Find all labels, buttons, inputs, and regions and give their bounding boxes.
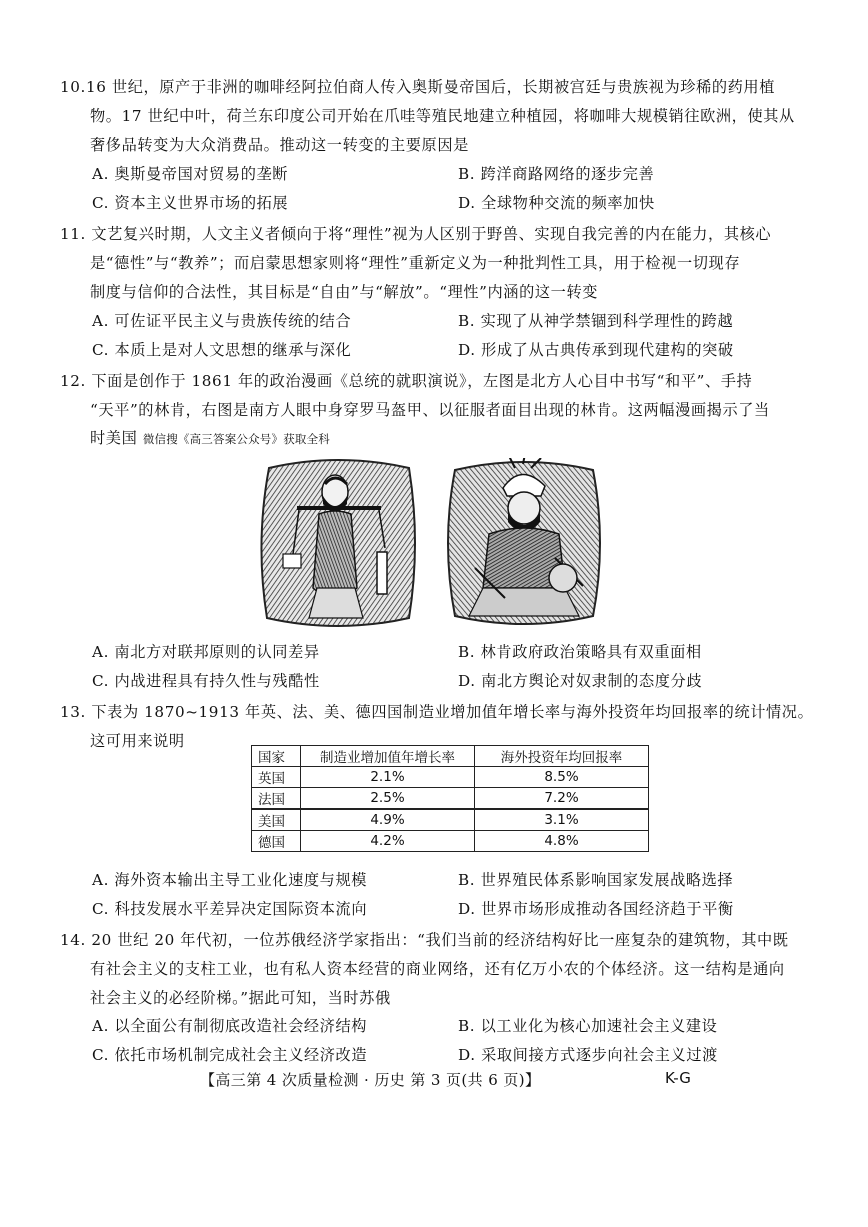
q13-stem-line-2: 这可用来说明 — [90, 732, 185, 750]
q14-stem-line-1: 14. 20 世纪 20 年代初，一位苏俄经济学家指出：“我们当前的经济结构好比一座复杂的建筑物，其中既 — [60, 931, 789, 949]
q12-option-a: A. 南北方对联邦原则的认同差异 — [92, 643, 320, 661]
table-cell-country: 美国 — [252, 809, 301, 831]
table-row — [252, 767, 649, 788]
paper-code: K-G — [665, 1069, 691, 1087]
table-header-country: 国家 — [252, 746, 301, 767]
q10-option-a: A. 奥斯曼帝国对贸易的垄断 — [92, 165, 289, 183]
q12-stem-line-3-text: 时美国 — [90, 429, 138, 447]
q14-stem-line-3: 社会主义的必经阶梯。”据此可知，当时苏俄 — [90, 989, 391, 1007]
q14-option-d: D. 采取间接方式逐步向社会主义过渡 — [458, 1046, 718, 1064]
table-cell-manufacturing: 4.9% — [301, 809, 475, 831]
q12-stem-line-2: “天平”的林肯，右图是南方人眼中身穿罗马盔甲、以征服者面目出现的林肯。这两幅漫画揭示了当 — [90, 401, 770, 419]
table-cell-manufacturing: 2.5% — [301, 788, 475, 810]
q11-option-d: D. 形成了从古典传承到现代建构的突破 — [458, 341, 734, 359]
page-footer: 【高三第 4 次质量检测 · 历史 第 3 页(共 6 页)】 — [200, 1071, 541, 1089]
cartoon-lincoln-armor — [445, 458, 603, 628]
table-cell-manufacturing: 4.2% — [301, 831, 475, 852]
q12-option-d: D. 南北方舆论对奴隶制的态度分歧 — [458, 672, 703, 690]
q10-option-c: C. 资本主义世界市场的拓展 — [92, 194, 289, 212]
q12-option-c: C. 内战进程具有持久性与残酷性 — [92, 672, 320, 690]
q13-option-d: D. 世界市场形成推动各国经济趋于平衡 — [458, 900, 734, 918]
q13-option-a: A. 海外资本输出主导工业化速度与规模 — [92, 871, 368, 889]
table-cell-investment: 3.1% — [475, 809, 649, 831]
table-row — [252, 809, 649, 831]
table-cell-investment: 4.8% — [475, 831, 649, 852]
q11-stem-line-3: 制度与信仰的合法性，其目标是“自由”与“解放”。“理性”内涵的这一转变 — [90, 283, 599, 301]
q14-option-c: C. 依托市场机制完成社会主义经济改造 — [92, 1046, 368, 1064]
q11-stem-line-2: 是“德性”与“教养”；而启蒙思想家则将“理性”重新定义为一种批判性工具，用于检视一切现存 — [90, 254, 741, 272]
table-cell-country: 法国 — [252, 788, 301, 810]
q13-stem-line-1: 13. 下表为 1870~1913 年英、法、美、德四国制造业增加值年增长率与海外投资年均回报率的统计情况。 — [60, 703, 814, 721]
table-cell-manufacturing: 2.1% — [301, 767, 475, 788]
q10-option-d: D. 全球物种交流的频率加快 — [458, 194, 655, 212]
cartoon-lincoln-peace — [259, 458, 417, 628]
q14-option-a: A. 以全面公有制彻底改造社会经济结构 — [92, 1017, 368, 1035]
table-cell-investment: 8.5% — [475, 767, 649, 788]
q10-stem-line-2: 物。17 世纪中叶，荷兰东印度公司开始在爪哇等殖民地建立种植园，将咖啡大规模销往欧洲，使其从 — [90, 107, 795, 125]
q12-option-b: B. 林肯政府政治策略具有双重面相 — [458, 643, 702, 661]
q14-stem-line-2: 有社会主义的支柱工业，也有私人资本经营的商业网络，还有亿万小农的个体经济。这一结构是通向 — [90, 960, 785, 978]
table-header-investment: 海外投资年均回报率 — [475, 746, 649, 767]
table-header-row — [252, 746, 649, 767]
q11-option-b: B. 实现了从神学禁锢到科学理性的跨越 — [458, 312, 734, 330]
table-cell-country: 德国 — [252, 831, 301, 852]
q10-stem-line-1: 10.16 世纪，原产于非洲的咖啡经阿拉伯商人传入奥斯曼帝国后，长期被宫廷与贵族视为珍稀的药用植 — [60, 78, 775, 96]
q11-stem-line-1: 11. 文艺复兴时期，人文主义者倾向于将“理性”视为人区别于野兽、实现自我完善的内在能力，其核心 — [60, 225, 772, 243]
q13-table — [251, 745, 649, 852]
q11-option-a: A. 可佐证平民主义与贵族传统的结合 — [92, 312, 352, 330]
watermark-text: 微信搜《高三答案公众号》获取全科 — [142, 432, 331, 446]
table-row — [252, 788, 649, 810]
table-header-manufacturing: 制造业增加值年增长率 — [301, 746, 475, 767]
q11-option-c: C. 本质上是对人文思想的继承与深化 — [92, 341, 352, 359]
q12-stem-line-3 — [90, 428, 330, 449]
table-row — [252, 831, 649, 852]
table-cell-country: 英国 — [252, 767, 301, 788]
q13-option-b: B. 世界殖民体系影响国家发展战略选择 — [458, 871, 734, 889]
table-cell-investment: 7.2% — [475, 788, 649, 810]
q10-stem-line-3: 奢侈品转变为大众消费品。推动这一转变的主要原因是 — [90, 136, 469, 154]
q13-option-c: C. 科技发展水平差异决定国际资本流向 — [92, 900, 368, 918]
q14-option-b: B. 以工业化为核心加速社会主义建设 — [458, 1017, 718, 1035]
q10-option-b: B. 跨洋商路网络的逐步完善 — [458, 165, 655, 183]
q12-stem-line-1: 12. 下面是创作于 1861 年的政治漫画《总统的就职演说》，左图是北方人心目中书写“和平”、手持 — [60, 372, 753, 390]
